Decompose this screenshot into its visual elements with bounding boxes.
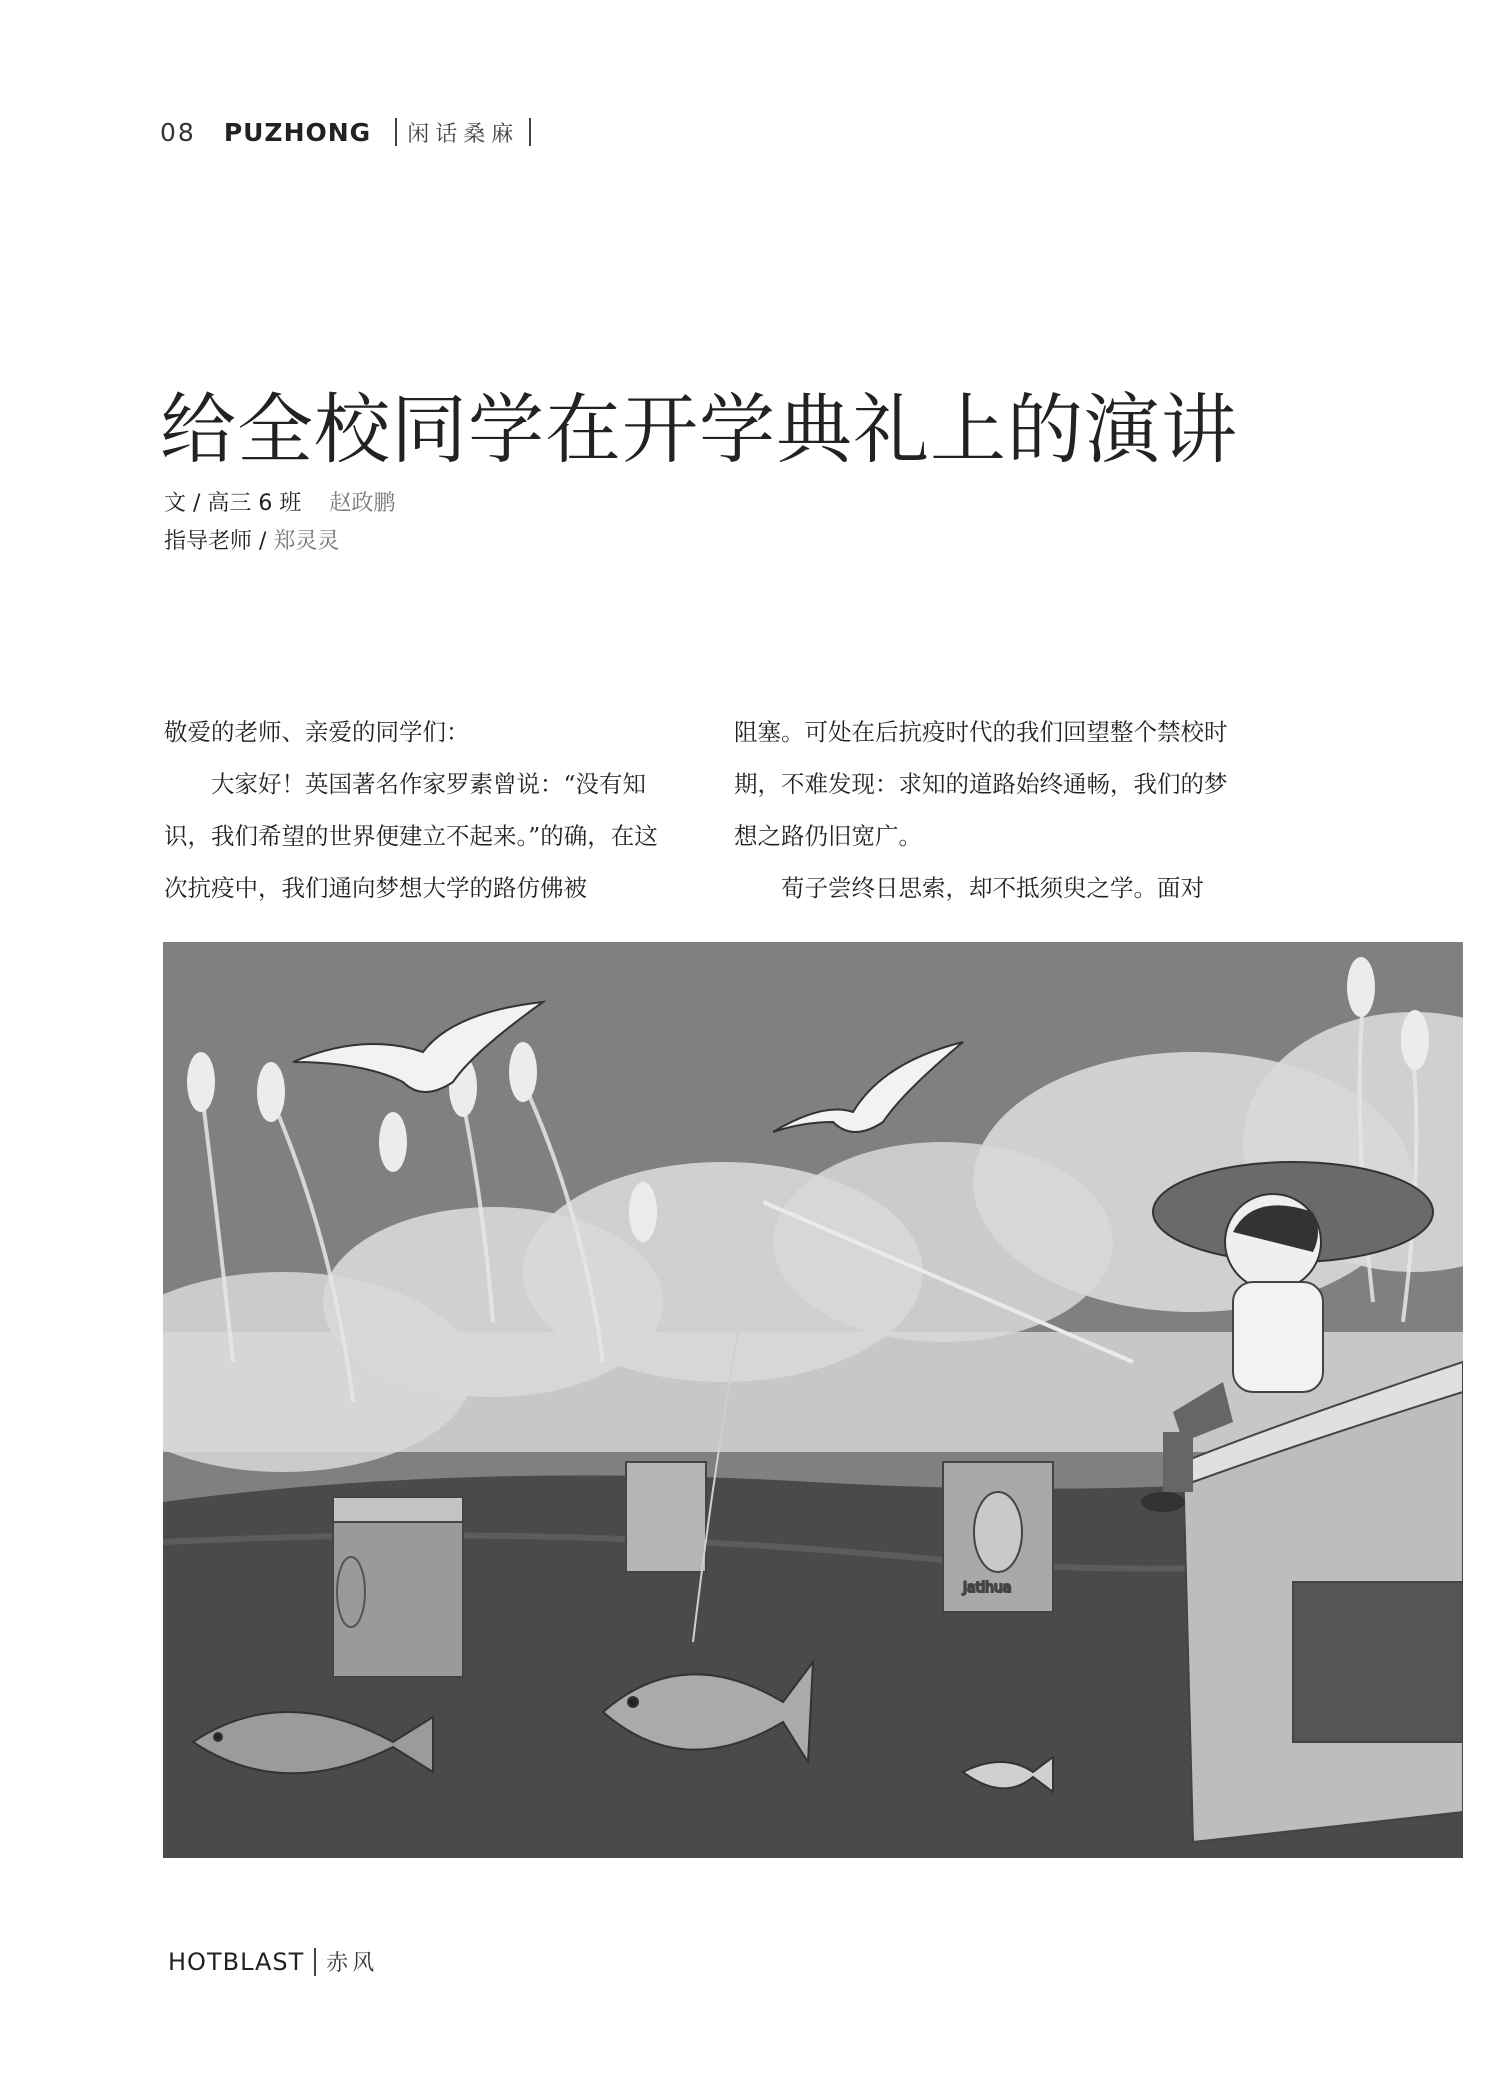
section-name: 闲话桑麻 bbox=[407, 121, 520, 147]
divider bbox=[529, 118, 531, 146]
author-line bbox=[164, 486, 395, 517]
paragraph: 荀子尝终日思索，却不抵须臾之学。面对 bbox=[781, 874, 1204, 902]
page-number: 08 bbox=[160, 117, 196, 147]
teacher-prefix: 指导老师 / bbox=[164, 529, 267, 554]
magazine-name: HOTBLAST bbox=[168, 1947, 305, 1976]
magazine-name-cn: 赤风 bbox=[326, 1951, 379, 1976]
article-title: 给全校同学在开学典礼上的演讲 bbox=[160, 384, 1238, 474]
paragraph-continued: 阻塞。可处在后抗疫时代的我们回望整个禁校时期，不难发现：求知的道路始终通畅，我们的梦想之路仍旧宽广。 bbox=[734, 718, 1228, 850]
divider bbox=[314, 1948, 316, 1976]
illustration bbox=[163, 942, 1463, 1858]
divider bbox=[395, 118, 397, 146]
teacher-line bbox=[164, 524, 339, 555]
teacher-name: 郑灵灵 bbox=[273, 529, 340, 554]
text-column-right bbox=[734, 706, 1244, 914]
child-fishing-illustration bbox=[163, 942, 1463, 1858]
author-name: 赵政鹏 bbox=[329, 491, 396, 516]
text-column-left bbox=[164, 706, 674, 914]
brand-name: PUZHONG bbox=[223, 117, 372, 147]
book-cover-text: Jatihua bbox=[963, 1580, 1012, 1596]
running-header bbox=[160, 112, 541, 152]
salutation: 敬爱的老师、亲爱的同学们： bbox=[164, 718, 470, 746]
running-footer bbox=[168, 1946, 378, 1977]
author-prefix: 文 / 高三 6 班 bbox=[164, 491, 302, 516]
paragraph: 大家好！英国著名作家罗素曾说：“没有知识，我们希望的世界便建立不起来。”的确，在这次抗疫中，我们通向梦想大学的路仿佛被 bbox=[164, 770, 658, 902]
